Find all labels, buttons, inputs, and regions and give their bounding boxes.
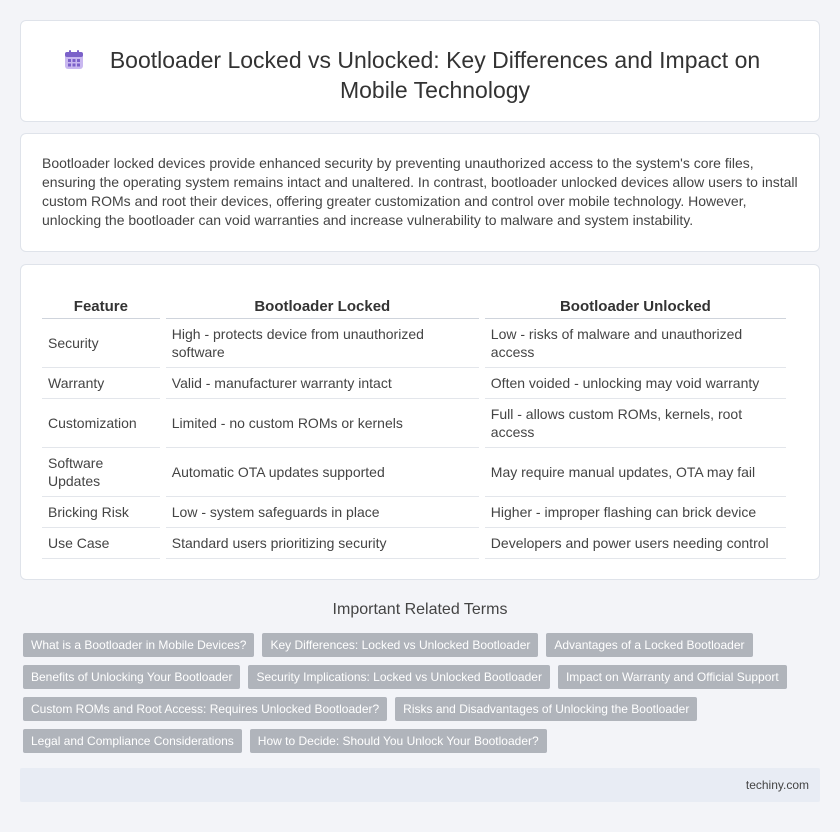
cell-locked: High - protects device from unauthorized software xyxy=(166,319,479,368)
header-unlocked: Bootloader Unlocked xyxy=(485,295,786,319)
cell-unlocked: Higher - improper flashing can brick device xyxy=(485,497,786,528)
header-locked: Bootloader Locked xyxy=(166,295,479,319)
cell-locked: Low - system safeguards in place xyxy=(166,497,479,528)
comparison-card xyxy=(20,264,820,580)
related-term-tag[interactable]: Risks and Disadvantages of Unlocking the Bootloader xyxy=(395,697,697,721)
related-terms-list xyxy=(23,633,793,753)
cell-locked: Standard users prioritizing security xyxy=(166,528,479,559)
cell-feature: Warranty xyxy=(42,368,160,399)
cell-unlocked: Often voided - unlocking may void warranty xyxy=(485,368,786,399)
cell-feature: Use Case xyxy=(42,528,160,559)
cell-feature: Bricking Risk xyxy=(42,497,160,528)
intro-card xyxy=(20,133,820,252)
cell-locked: Limited - no custom ROMs or kernels xyxy=(166,399,479,448)
table-row xyxy=(42,448,786,497)
related-term-tag[interactable]: Legal and Compliance Considerations xyxy=(23,729,242,753)
table-row xyxy=(42,399,786,448)
title-card xyxy=(20,20,820,122)
related-terms-heading: Important Related Terms xyxy=(332,601,508,618)
related-term-tag[interactable]: Security Implications: Locked vs Unlocked Bootloader xyxy=(248,665,549,689)
related-term-tag[interactable]: What is a Bootloader in Mobile Devices? xyxy=(23,633,254,657)
cell-feature: Software Updates xyxy=(42,448,160,497)
footer xyxy=(20,768,820,802)
cell-feature: Customization xyxy=(42,399,160,448)
table-header-row xyxy=(42,295,786,319)
related-term-tag[interactable]: Custom ROMs and Root Access: Requires Unlocked Bootloader? xyxy=(23,697,387,721)
cell-feature: Security xyxy=(42,319,160,368)
table-row xyxy=(42,368,786,399)
footer-site-name: techiny.com xyxy=(745,778,809,792)
related-term-tag[interactable]: Advantages of a Locked Bootloader xyxy=(546,633,752,657)
table-row xyxy=(42,528,786,559)
cell-locked: Valid - manufacturer warranty intact xyxy=(166,368,479,399)
related-term-tag[interactable]: Benefits of Unlocking Your Bootloader xyxy=(23,665,240,689)
page-title: Bootloader Locked vs Unlocked: Key Differences and Impact on Mobile Technology xyxy=(109,47,761,103)
table-row xyxy=(42,497,786,528)
cell-unlocked: May require manual updates, OTA may fail xyxy=(485,448,786,497)
table-row xyxy=(42,319,786,368)
comparison-table xyxy=(36,295,792,559)
intro-paragraph: Bootloader locked devices provide enhanced security by preventing unauthorized access to the system's core files, ensuring the operating system remains intact and unaltered. In contrast, bootloader unlocked devices allow users to install custom ROMs and root their devices, offering greater customization and control over mobile technology. However, unlocking the bootloader can void warranties and increase vulnerability to malware and system instability. xyxy=(42,155,798,228)
cell-unlocked: Developers and power users needing control xyxy=(485,528,786,559)
header-feature: Feature xyxy=(42,295,160,319)
cell-unlocked: Full - allows custom ROMs, kernels, root access xyxy=(485,399,786,448)
related-term-tag[interactable]: Key Differences: Locked vs Unlocked Bootloader xyxy=(262,633,538,657)
cell-unlocked: Low - risks of malware and unauthorized access xyxy=(485,319,786,368)
related-term-tag[interactable]: How to Decide: Should You Unlock Your Bootloader? xyxy=(250,729,547,753)
related-term-tag[interactable]: Impact on Warranty and Official Support xyxy=(558,665,787,689)
cell-locked: Automatic OTA updates supported xyxy=(166,448,479,497)
